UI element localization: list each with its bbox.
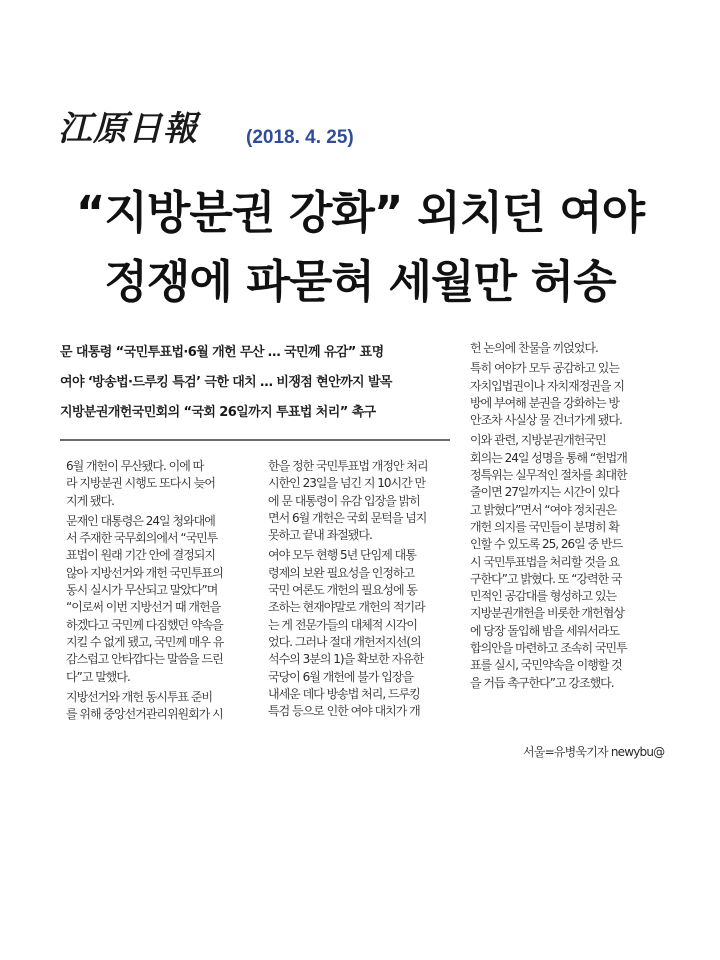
article-line: 지방선거와 개헌 동시투표 준비 <box>66 689 213 704</box>
article-line: 여야 모두 현행 5년 단임제 대통 <box>268 548 416 563</box>
subhead-line-2: 여야 ‘방송법·드루킹 특검’ 극한 대치 … 비쟁점 현안까지 발목 <box>60 375 392 390</box>
article-line: 지게 됐다. <box>66 493 114 508</box>
article-line: 안조차 사실상 물 건너가게 됐다. <box>470 413 622 428</box>
publication-date: (2018. 4. 25) <box>246 127 354 148</box>
headline-line-1: “지방분권 강화” 외치던 여야 <box>75 186 645 239</box>
article-line: 않아 지방선거와 개헌 국민투표의 <box>66 565 223 580</box>
subhead-line-1: 문 대통령 “국민투표법·6월 개헌 무산 … 국민께 유감” 표명 <box>60 345 384 360</box>
article-line: 면서 6월 개헌은 국회 문턱을 넘지 <box>268 510 427 525</box>
article-line: 합의안을 마련하고 조속히 국민투 <box>470 641 627 656</box>
article-line: 못하고 끝내 좌절됐다. <box>268 528 372 543</box>
article-line: 라 지방분권 시행도 또다시 늦어 <box>66 476 215 491</box>
headline-line-2: 정쟁에 파묻혀 세월만 허송 <box>104 255 616 308</box>
article-line: 6월 개헌이 무산됐다. 이에 따 <box>66 459 204 473</box>
article-line: 감스럽고 안타깝다는 말씀을 드린 <box>66 652 223 667</box>
article-line: 방에 부여해 분권을 강화하는 방 <box>470 395 619 410</box>
article-line: 이와 관련, 지방분권개헌국민 <box>470 433 606 448</box>
article-line: 한을 정한 국민투표법 개정안 처리 <box>268 459 428 473</box>
article-line: 특히 여야가 모두 공감하고 있는 <box>470 361 619 376</box>
article-line: 회의는 24일 성명을 통해 “헌법개 <box>470 450 627 465</box>
article-line: 특검 등으로 인한 여야 대치가 개 <box>268 704 420 719</box>
article-line: 지방분권개헌을 비롯한 개헌협상 <box>470 606 624 621</box>
newspaper-masthead: 江原日報 <box>58 109 198 149</box>
article-line: 동시 실시가 무산되고 말았다”며 <box>66 583 218 598</box>
article-line: “이로써 이번 지방선거 때 개헌을 <box>66 600 221 615</box>
article-line: 조하는 현재야말로 개헌의 적기라 <box>268 600 425 615</box>
subhead-line-3: 지방분권개헌국민회의 “국회 26일까지 투표법 처리” 촉구 <box>60 405 376 420</box>
article-line: 석수의 3분의 1)을 확보한 자유한 <box>268 652 424 667</box>
article-line: 에 문 대통령이 유감 입장을 밝히 <box>268 493 420 508</box>
article-line: 개헌 의지를 국민들이 분명히 확 <box>470 519 619 534</box>
article-line: 다”고 말했다. <box>66 669 130 684</box>
article-line: 문재인 대통령은 24일 청와대에 <box>66 513 215 528</box>
article-line: 헌 논의에 찬물을 끼얹었다. <box>470 341 598 355</box>
article-line: 지킬 수 없게 됐고, 국민께 매우 유 <box>66 634 224 649</box>
article-column-1 <box>66 458 254 723</box>
article-line: 를 위해 중앙선거관리위원회가 시 <box>66 707 223 722</box>
article-line: 줄이면 27일까지는 시간이 있다 <box>470 485 619 500</box>
article-line: 에 당장 돌입해 밤을 세워서라도 <box>470 623 619 638</box>
article-line: 정특위는 실무적인 절차를 최대한 <box>470 468 627 483</box>
article-line: 인할 수 있도록 25, 26일 중 반드 <box>470 537 623 552</box>
article-line: 시 국민투표법을 처리할 것을 요 <box>470 554 619 569</box>
article-line: 을 거듭 촉구한다”고 강조했다. <box>470 675 614 690</box>
article-line: 하겠다고 국민께 다짐했던 약속을 <box>66 617 223 632</box>
article-line: 표를 실시, 국민약속을 이행할 것 <box>470 658 622 673</box>
article-line: 내세운 데다 방송법 처리, 드루킹 <box>268 686 420 701</box>
article-line: 국당이 6월 개헌에 불가 입장을 <box>268 669 413 684</box>
article-line: 자치입법권이나 자치재정권을 지 <box>470 378 624 393</box>
article-line: 시한인 23일을 넘긴 지 10시간 만 <box>268 476 426 491</box>
article-line: 는 게 전문가들의 대체적 시각이 <box>268 617 417 632</box>
article-column-2 <box>268 458 456 720</box>
reporter-byline: 서울=유병욱기자 newybu@ <box>523 745 665 759</box>
subhead-divider <box>60 439 450 441</box>
article-column-3 <box>470 340 666 692</box>
article-line: 표법이 원래 기간 안에 결정되지 <box>66 548 215 563</box>
article-line: 었다. 그러나 절대 개헌저지선(의 <box>268 634 421 649</box>
article-line: 고 밝혔다”면서 “여야 정치권은 <box>470 502 616 517</box>
article-line: 령제의 보완 필요성을 인정하고 <box>268 565 415 580</box>
article-line: 민적인 공감대를 형성하고 있는 <box>470 589 617 604</box>
article-line: 국민 여론도 개헌의 필요성에 동 <box>268 583 417 598</box>
article-line: 구한다”고 밝혔다. 또 “강력한 국 <box>470 571 622 586</box>
article-line: 서 주재한 국무회의에서 “국민투 <box>66 531 218 546</box>
